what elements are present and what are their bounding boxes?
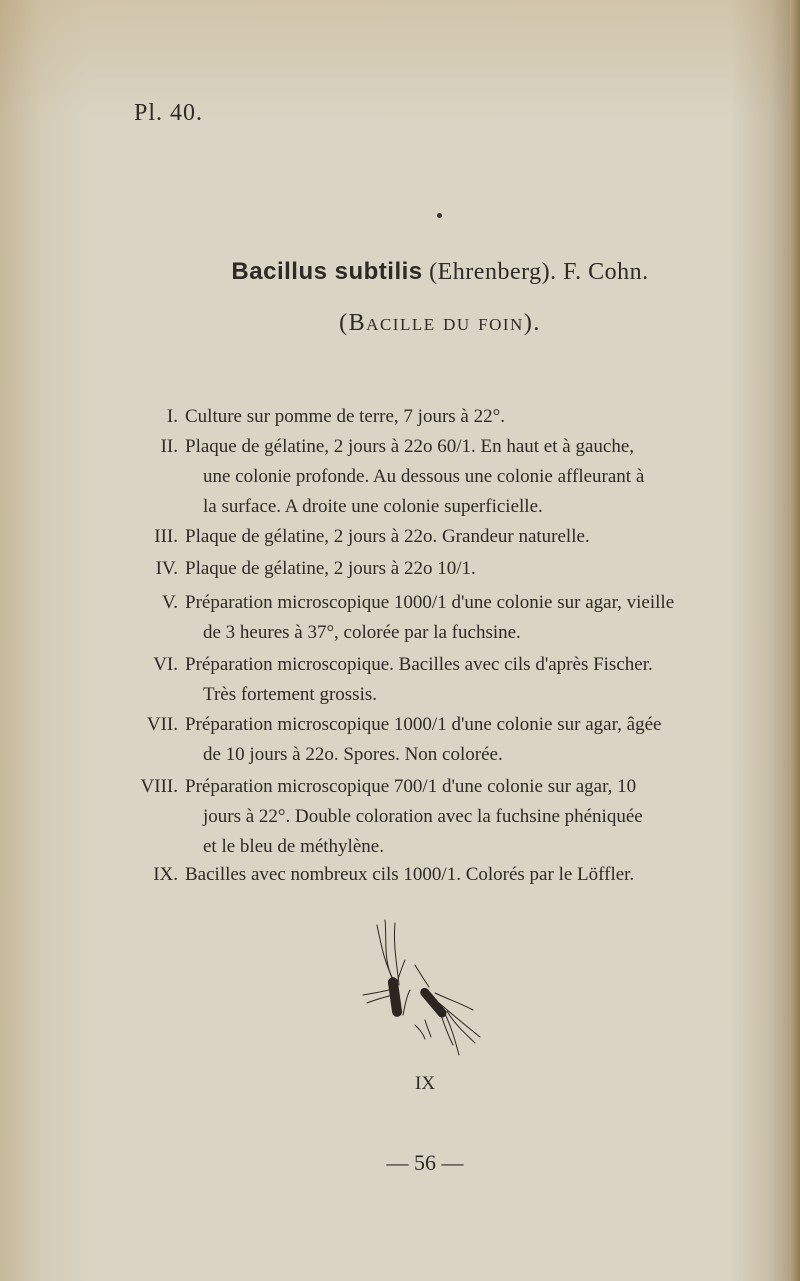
bacillus-illustration — [355, 915, 495, 1065]
ink-dot — [437, 213, 442, 218]
caption-number: VIII. — [140, 776, 178, 797]
caption-line: Plaque de gélatine, 2 jours à 22o 10/1. — [185, 558, 476, 579]
caption-line: de 10 jours à 22o. Spores. Non colorée. — [203, 744, 503, 765]
caption-line: Bacilles avec nombreux cils 1000/1. Colorés par le Löffler. — [185, 864, 635, 885]
page-number: — 56 — — [386, 1150, 464, 1175]
caption-line: Très fortement grossis. — [203, 684, 377, 705]
caption-line: jours à 22°. Double coloration avec la fuchsine phéniquée — [203, 806, 643, 827]
caption-number: V. — [161, 592, 178, 613]
caption-line: Préparation microscopique 700/1 d'une colonie sur agar, 10 — [185, 776, 637, 797]
caption-line: et le bleu de méthylène. — [203, 836, 384, 857]
plate-number: Pl. 40. — [134, 100, 204, 126]
caption-line: Préparation microscopique 1000/1 d'une colonie sur agar, âgée — [185, 714, 662, 735]
page-title — [0, 258, 800, 286]
caption-line: de 3 heures à 37°, colorée par la fuchsine. — [203, 622, 521, 643]
species-author: (Ehrenberg). F. Cohn. — [422, 259, 649, 285]
caption-line: Préparation microscopique 1000/1 d'une colonie sur agar, vieille — [185, 592, 675, 613]
caption-line: Culture sur pomme de terre, 7 jours à 22°. — [185, 406, 505, 427]
caption-number: VII. — [146, 714, 178, 735]
caption-line: Plaque de gélatine, 2 jours à 22o 60/1. En haut et à gauche, — [185, 436, 635, 457]
caption-number: IX. — [153, 864, 178, 885]
caption-line: Plaque de gélatine, 2 jours à 22o. Grandeur naturelle. — [185, 526, 590, 547]
caption-line: Préparation microscopique. Bacilles avec cils d'après Fischer. — [185, 654, 653, 675]
caption-number: I. — [166, 406, 178, 427]
figure-label: IX — [415, 1073, 436, 1094]
species-name: Bacillus subtilis — [231, 258, 423, 285]
caption-line: la surface. A droite une colonie superficielle. — [203, 496, 543, 517]
page-subtitle: (Bacille du foin). — [339, 310, 541, 336]
caption-line: une colonie profonde. Au dessous une colonie affleurant à — [203, 466, 645, 487]
page-edge — [790, 0, 800, 1281]
caption-number: VI. — [153, 654, 178, 675]
caption-number: III. — [154, 526, 178, 547]
caption-number: II. — [160, 436, 178, 457]
caption-number: IV. — [155, 558, 178, 579]
